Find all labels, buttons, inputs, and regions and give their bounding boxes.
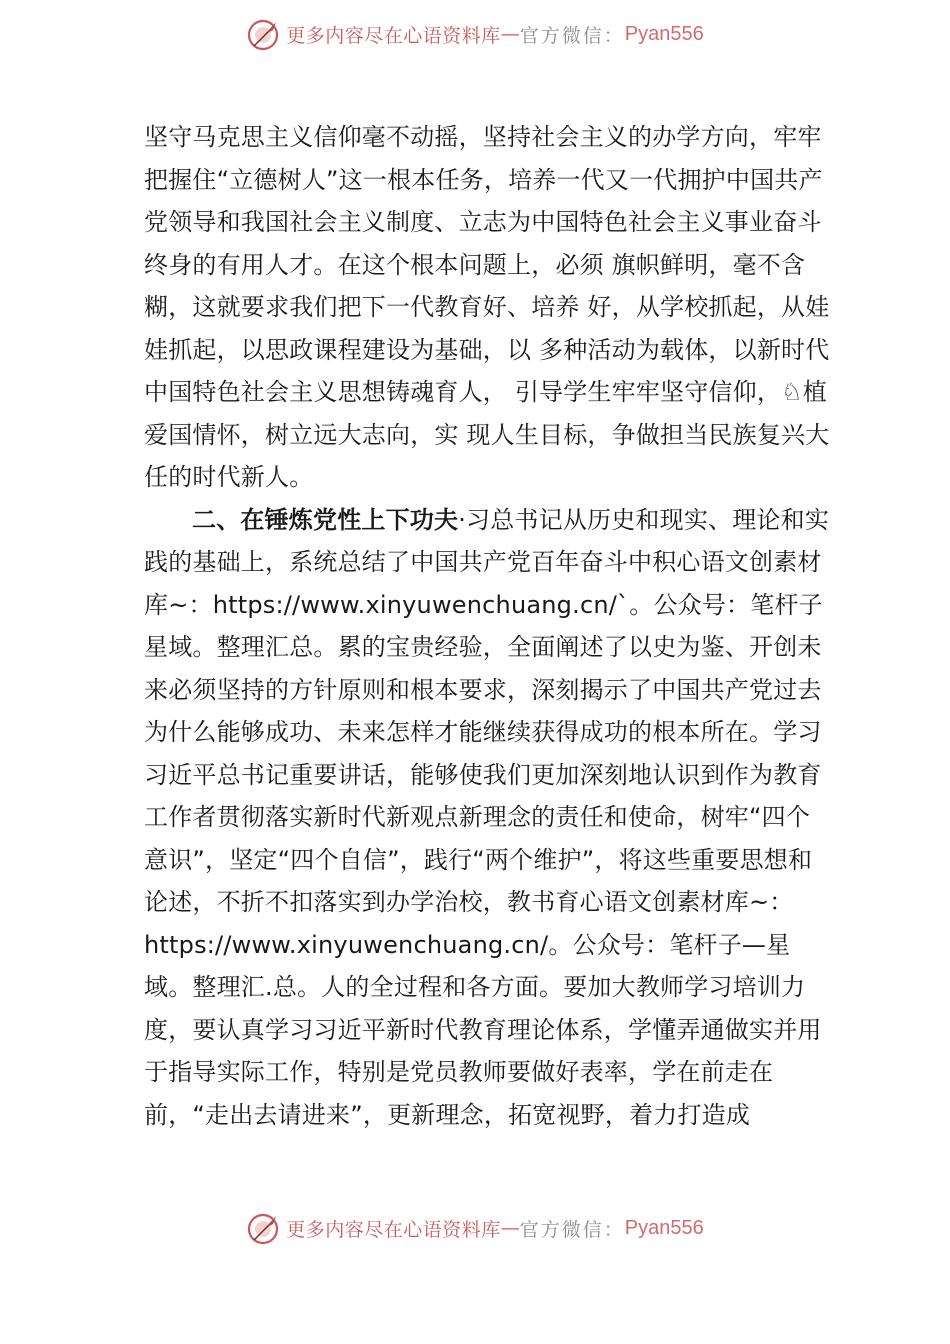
paragraph-2-text: ·习总书记从历史和现实、理论和实践的基础上，系统总结了中国共产党百年奋斗中积心语文创素材库~：https://www.xinyuwenchuang.cn/`。公众号：笔杆子星域。整理汇总。累的宝贵经验，全面阐述了以史为鉴、开创未来必须坚持的方针原则和根本要求，深刻揭示了中国共产党过去为什么能够成功、未来怎样才能继续获得成功的根本所在。学习习近平总书记重要讲话，能够使我们更加深刻地认识到作为教育工作者贯彻落实新时代新观点新理念的责任和使命，树牢“四个意识”，坚定“四个自信”，践行“两个维护”，将这些重要思想和论述，不折不扣落实到办学治校，教书育心语文创素材库~：https://www.xinyuwenchuang.cn/。公众号：笔杆子—星域。整理汇.总。人的全过程和各方面。要加大教师学习培训力度，要认真学习习近平新时代教育理论体系，学懂弄通做实并用于指导实际工作，特别是党员教师要做好表率，学在前走在前，“走出去请进来”，更新理念，拓宽视野，着力打造成 bbox=[144, 505, 830, 1129]
footer-wechat-id: Pyan556 bbox=[624, 1216, 704, 1239]
paragraph-2 bbox=[144, 499, 834, 1137]
header-wechat-label: 官方微信： bbox=[519, 24, 625, 47]
footer-brand: 更多内容尽在心语资料库 bbox=[286, 1218, 501, 1241]
footer-separator: — bbox=[500, 1217, 520, 1239]
header-separator: — bbox=[500, 23, 520, 45]
header-wechat-id: Pyan556 bbox=[624, 22, 704, 45]
document-body bbox=[144, 116, 834, 1136]
quill-logo-icon bbox=[246, 16, 282, 52]
paragraph-1: 坚守马克思主义信仰毫不动摇，坚持社会主义的办学方向，牢牢把握住“立德树人”这一根本任务，培养一代又一代拥护中国共产党领导和我国社会主义制度、立志为中国特色社会主义事业奋斗终身的有用人才。在这个根本问题上，必须 旗帜鲜明，毫不含糊，这就要求我们把下一代教育好、培养 好，从学校抓起，从娃娃抓起，以思政课程建设为基础，以 多种活动为载体，以新时代中国特色社会主义思想铸魂育人， 引导学生牢牢坚守信仰，♘植爱国情怀，树立远大志向，实 现人生目标，争做担当民族复兴大任的时代新人。 bbox=[144, 123, 830, 491]
section-heading: 二、在锤炼党性上下功夫 bbox=[192, 505, 459, 534]
header-brand: 更多内容尽在心语资料库 bbox=[286, 24, 501, 47]
footer-banner bbox=[0, 1208, 950, 1248]
footer-wechat-label: 官方微信： bbox=[519, 1218, 625, 1241]
quill-logo-icon bbox=[246, 1210, 282, 1246]
header-banner bbox=[0, 14, 950, 54]
